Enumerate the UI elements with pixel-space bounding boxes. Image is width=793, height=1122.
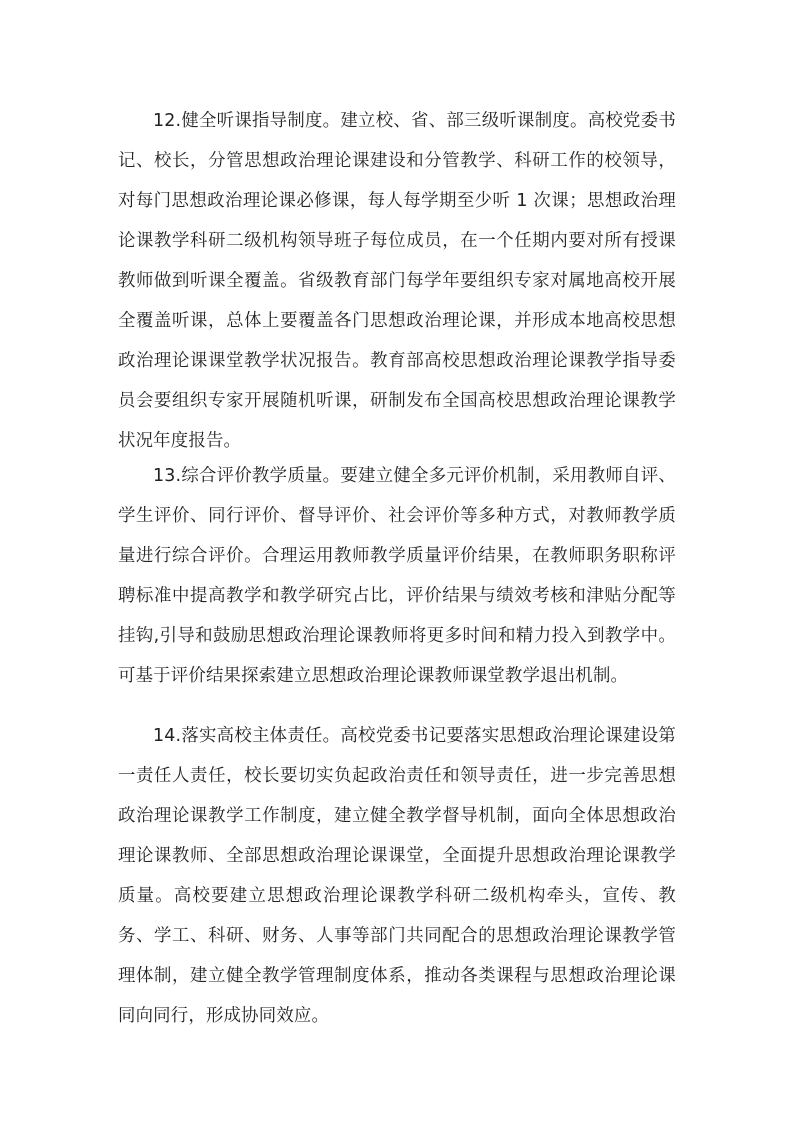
paragraph-13-teaching-quality-evaluation: 13.综合评价教学质量。要建立健全多元评价机制，采用教师自评、学生评价、同行评价、督导评价、社会评价等多种方式，对教师教学质量进行综合评价。合理运用教师教学质量评价结果，在教师职务职称评聘标准中提高教学和教学研究占比，评价结果与绩效考核和津贴分配等挂钩,引导和鼓励思想政治理论课教师将更多时间和精力投入到教学中。可基于评价结果探索建立思想政治理论课教师课堂教学退出机制。 (118, 466, 676, 686)
paragraph-14-university-responsibility: 14.落实高校主体责任。高校党委书记要落实思想政治理论课建设第一责任人责任，校长要切实负起政治责任和领导责任，进一步完善思想政治理论课教学工作制度，建立健全教学督导机制，面向全体思想政治理论课教师、全部思想政治理论课课堂，全面提升思想政治理论课教学质量。高校要建立思想政治理论课教学科研二级机构牵头，宣传、教务、学工、科研、财务、人事等部门共同配合的思想政治理论课教学管理体制，建立健全教学管理制度体系，推动各类课程与思想政治理论课同向同行，形成协同效应。 (118, 726, 676, 1026)
paragraph-12-listening-guidance: 12.健全听课指导制度。建立校、省、部三级听课制度。高校党委书记、校长，分管思想政治理论课建设和分管教学、科研工作的校领导，对每门思想政治理论课必修课，每人每学期至少听 1 次课；思想政治理论课教学科研二级机构领导班子每位成员，在一个任期内要对所有授课教师做到听课全覆盖。省级教育部门每学年要组织专家对属地高校开展全覆盖听课，总体上要覆盖各门思想政治理论课，并形成本地高校思想政治理论课课堂教学状况报告。教育部高校思想政治理论课教学指导委员会要组织专家开展随机听课，研制发布全国高校思想政治理论课教学状况年度报告。 (118, 111, 676, 451)
